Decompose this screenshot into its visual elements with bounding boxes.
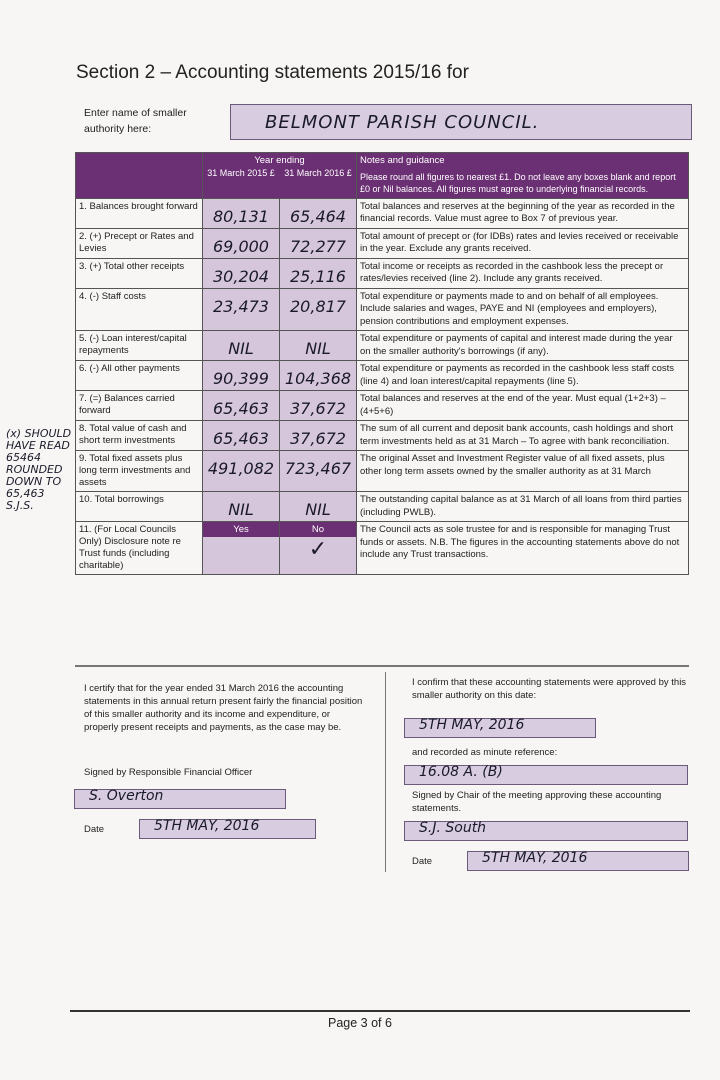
- value-2015-field[interactable]: [203, 451, 280, 492]
- row-note: The original Asset and Investment Register value of all fixed assets, plus other long term assets owned by the smaller authority as at 31 March: [357, 451, 689, 492]
- row-note: Total expenditure or payments made to and on behalf of all employees. Include salaries and wages, PAYE and NI (employees and employers), pension contributions and employment expenses.: [357, 288, 689, 331]
- row-11-label: 11. (For Local Councils Only) Disclosure note re Trust funds (including charitable): [76, 522, 203, 575]
- chair-signature-value: S.J. South: [419, 820, 487, 836]
- value-2016-field[interactable]: [280, 361, 357, 391]
- trust-yes-cell[interactable]: [203, 522, 280, 575]
- accounting-statements-table: [75, 152, 689, 575]
- rfo-signature-value: S. Overton: [89, 788, 164, 804]
- table-row: [76, 492, 689, 522]
- table-header-row: [76, 153, 689, 199]
- value-2016-field[interactable]: [280, 258, 357, 288]
- value-2015-field[interactable]: [203, 492, 280, 522]
- value-2016: 25,116: [290, 266, 346, 286]
- row-label: 8. Total value of cash and short term investments: [76, 421, 203, 451]
- no-check-mark: ✓: [308, 537, 328, 562]
- authority-name-value: BELMONT PARISH COUNCIL.: [265, 112, 540, 133]
- row-label: 2. (+) Precept or Rates and Levies: [76, 228, 203, 258]
- value-2016-field[interactable]: [280, 331, 357, 361]
- value-2016-field[interactable]: [280, 492, 357, 522]
- certification-block: [84, 682, 364, 839]
- value-2016: 65,464: [290, 206, 346, 226]
- page-number: Page 3 of 6: [328, 1016, 392, 1030]
- row-label: 1. Balances brought forward: [76, 198, 203, 228]
- value-2016-field[interactable]: [280, 421, 357, 451]
- table-row: [76, 258, 689, 288]
- authority-name-field[interactable]: [230, 104, 692, 140]
- value-2015-field[interactable]: [203, 258, 280, 288]
- col-2016-header: 31 March 2016 £: [284, 168, 352, 178]
- value-2016: 20,817: [290, 296, 346, 316]
- notes-header: Notes and guidance Please round all figures to nearest £1. Do not leave any boxes blank and report £0 or Nil balances. All figures must agree to underlying financial records.: [357, 153, 689, 199]
- section-divider: [75, 665, 689, 667]
- row-note: Total expenditure or payments as recorded in the cashbook less staff costs (line 4) and loan interest/capital repayments (line 5).: [357, 361, 689, 391]
- row-note: Total income or receipts as recorded in the cashbook less the precept or rates/levies received (line 2). Include any grants received.: [357, 258, 689, 288]
- rounding-note: Please round all figures to nearest £1. Do not leave any boxes blank and report £0 or Nil balances. All figures must agree to underlying financial records.: [360, 171, 676, 194]
- certify-text: I certify that for the year ended 31 March 2016 the accounting statements in this annual return present fairly the financial position of this smaller authority and its income and expenditure, or properly present receipts and payments, as the case may be.: [84, 683, 363, 733]
- minute-ref-label: and recorded as minute reference:: [412, 747, 558, 758]
- chair-signature-field[interactable]: [404, 821, 688, 841]
- row-11-note: The Council acts as sole trustee for and is responsible for managing Trust funds or assets. N.B. The figures in the accounting statements above do not include any Trust transactions.: [357, 522, 689, 575]
- rfo-signature-field[interactable]: [74, 789, 286, 809]
- value-2015-field[interactable]: [203, 361, 280, 391]
- row-label: 7. (=) Balances carried forward: [76, 391, 203, 421]
- row-label: 4. (-) Staff costs: [76, 288, 203, 331]
- yes-header: Yes: [203, 522, 279, 537]
- column-divider: [385, 672, 386, 872]
- row-label: 5. (-) Loan interest/capital repayments: [76, 331, 203, 361]
- value-2016: 723,467: [284, 459, 352, 478]
- value-2015: 23,473: [213, 296, 269, 316]
- value-2016: NIL: [305, 500, 331, 519]
- row-note: Total amount of precept or (for IDBs) rates and levies received or receivable in the year. Exclude any grants received.: [357, 228, 689, 258]
- value-2015: 69,000: [213, 236, 269, 256]
- no-header: No: [280, 522, 356, 537]
- table-row: [76, 331, 689, 361]
- minute-ref-field[interactable]: [404, 765, 688, 785]
- footer-line: [70, 1010, 690, 1012]
- row-note: The sum of all current and deposit bank accounts, cash holdings and short term investments held as at 31 March – To agree with bank reconciliation.: [357, 421, 689, 451]
- value-2015-field[interactable]: [203, 391, 280, 421]
- rfo-date-field[interactable]: [139, 819, 316, 839]
- row-label: 10. Total borrowings: [76, 492, 203, 522]
- value-2015: 65,463: [213, 429, 269, 448]
- value-2015: 30,204: [213, 266, 269, 286]
- value-2015: NIL: [228, 500, 254, 519]
- value-2015: 90,399: [213, 369, 269, 388]
- approval-date-field[interactable]: [404, 718, 596, 738]
- chair-date-label: Date: [412, 855, 433, 867]
- approval-text: I confirm that these accounting statements were approved by this smaller authority on this date:: [412, 677, 687, 701]
- page-title: Section 2 – Accounting statements 2015/16 for: [76, 62, 469, 83]
- margin-note: (x) SHOULD HAVE READ 65464 ROUNDED DOWN TO 65,463 S.J.S.: [6, 427, 72, 512]
- row-note: The outstanding capital balance as at 31 March of all loans from third parties (including PWLB).: [357, 492, 689, 522]
- row-label: 3. (+) Total other receipts: [76, 258, 203, 288]
- value-2016: NIL: [305, 339, 331, 358]
- chair-date-value: 5TH MAY, 2016: [482, 850, 588, 866]
- table-row-11: [76, 522, 689, 575]
- value-2016-field[interactable]: [280, 228, 357, 258]
- value-2016: 104,368: [284, 369, 352, 388]
- value-2015-field[interactable]: [203, 421, 280, 451]
- value-2016-field[interactable]: [280, 288, 357, 331]
- value-2015-field[interactable]: [203, 331, 280, 361]
- value-2016-field[interactable]: [280, 451, 357, 492]
- value-2016-field[interactable]: [280, 198, 357, 228]
- rfo-date-value: 5TH MAY, 2016: [154, 818, 260, 834]
- value-2015: 65,463: [213, 399, 269, 418]
- approval-date-value: 5TH MAY, 2016: [419, 717, 525, 733]
- value-2015: 80,131: [213, 206, 269, 226]
- table-row: [76, 391, 689, 421]
- value-2015: 491,082: [207, 459, 275, 478]
- table-row: [76, 198, 689, 228]
- value-2016: 37,672: [290, 399, 346, 418]
- value-2015: NIL: [228, 339, 254, 358]
- value-2015-field[interactable]: [203, 228, 280, 258]
- table-row: [76, 361, 689, 391]
- year-ending-header: Year ending 31 March 2015 £ 31 March 2016 £: [203, 153, 357, 199]
- chair-date-field[interactable]: [467, 851, 689, 871]
- chair-signed-label: Signed by Chair of the meeting approving these accounting statements.: [412, 790, 662, 814]
- rfo-signed-label: Signed by Responsible Financial Officer: [84, 767, 253, 778]
- value-2016: 37,672: [290, 429, 346, 448]
- table-row: [76, 228, 689, 258]
- row-note: Total balances and reserves at the beginning of the year as recorded in the financial records. Value must agree to Box 7 of previous year.: [357, 198, 689, 228]
- value-2015-field[interactable]: [203, 198, 280, 228]
- row-note: Total expenditure or payments of capital and interest made during the year on the smaller authority's borrowings (if any).: [357, 331, 689, 361]
- minute-ref-value: 16.08 A. (B): [419, 764, 503, 780]
- rfo-date-label: Date: [84, 823, 105, 835]
- row-note: Total balances and reserves at the end of the year. Must equal (1+2+3) – (4+5+6): [357, 391, 689, 421]
- enter-name-label: Enter name of smaller authority here:: [84, 107, 187, 135]
- value-2016: 72,277: [290, 236, 346, 256]
- value-2016-field[interactable]: [280, 391, 357, 421]
- row-label: 9. Total fixed assets plus long term investments and assets: [76, 451, 203, 492]
- col-2015-header: 31 March 2015 £: [207, 168, 275, 178]
- table-row: [76, 288, 689, 331]
- row-label: 6. (-) All other payments: [76, 361, 203, 391]
- value-2015-field[interactable]: [203, 288, 280, 331]
- table-row: [76, 421, 689, 451]
- trust-no-cell[interactable]: [280, 522, 357, 575]
- table-row: [76, 451, 689, 492]
- approval-block: [412, 676, 692, 871]
